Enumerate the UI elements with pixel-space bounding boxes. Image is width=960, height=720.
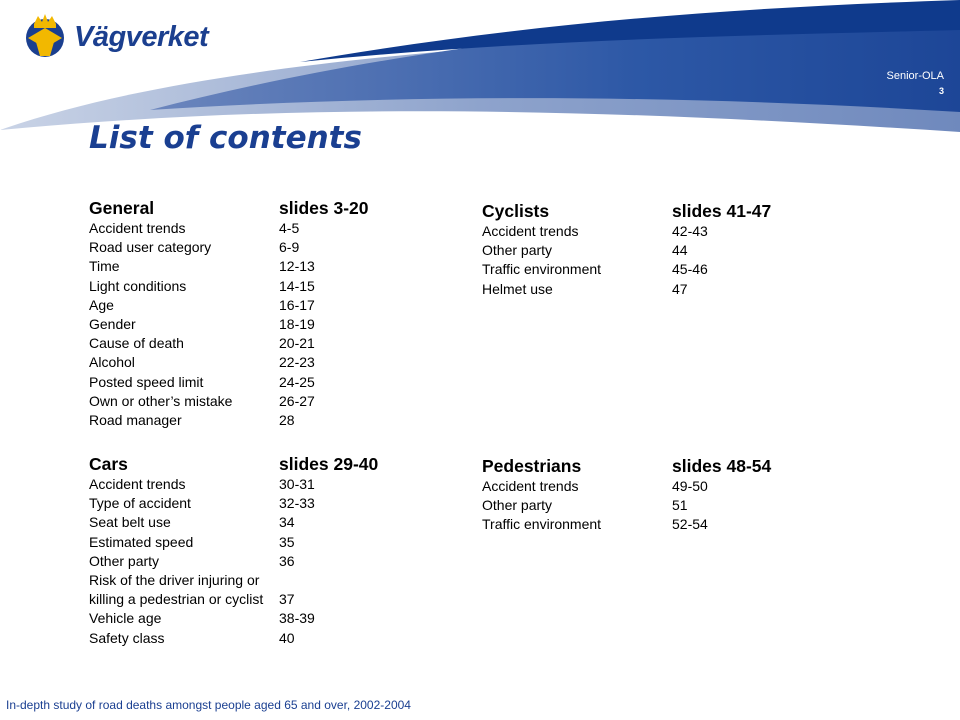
list-item	[89, 334, 369, 353]
item-pages: 44	[672, 242, 688, 259]
item-pages: 35	[279, 533, 295, 550]
item-label: Seat belt use	[89, 514, 171, 531]
item-pages: 49-50	[672, 478, 708, 494]
item-label: Road manager	[89, 411, 182, 428]
item-label: Age	[89, 296, 114, 313]
item-label: Traffic environment	[482, 261, 602, 278]
list-item	[482, 515, 771, 534]
item-pages: 4-5	[279, 220, 300, 236]
page-title: List of contents	[89, 120, 362, 156]
item-label: Accident trends	[89, 220, 186, 236]
section-slides: slides 3-20	[279, 198, 369, 218]
item-pages: 28	[279, 411, 295, 428]
list-item	[89, 533, 378, 552]
item-pages: 40	[279, 629, 295, 646]
section-name: General	[89, 198, 155, 218]
brand-name: Vägverket	[74, 20, 209, 53]
item-pages: 52-54	[672, 516, 708, 533]
vagverket-logo	[20, 12, 208, 62]
section-header	[89, 193, 369, 219]
list-item	[89, 552, 378, 571]
list-item	[89, 277, 369, 296]
item-label: Risk of the driver injuring or killing a pedestrian or cyclist	[89, 571, 264, 608]
section-slides: slides 29-40	[279, 454, 379, 474]
item-pages: 51	[672, 497, 688, 514]
section-slides: slides 48-54	[672, 456, 772, 476]
item-label: Accident trends	[89, 476, 186, 492]
list-item	[482, 477, 771, 496]
item-label: Accident trends	[482, 223, 579, 239]
item-pages: 6-9	[279, 239, 300, 256]
item-label: Type of accident	[89, 495, 191, 512]
list-item	[89, 392, 369, 411]
list-item	[482, 280, 771, 299]
item-label: Road user category	[89, 239, 212, 256]
item-pages: 34	[279, 514, 295, 531]
list-item	[89, 513, 378, 532]
slide-tag	[887, 70, 944, 96]
list-item	[89, 609, 378, 628]
list-item	[89, 219, 369, 238]
section-pedestrians	[482, 451, 771, 535]
section-header	[482, 451, 771, 477]
list-item	[89, 494, 378, 513]
list-item	[482, 222, 771, 241]
item-pages: 42-43	[672, 223, 708, 239]
footer-caption: In-depth study of road deaths amongst people aged 65 and over, 2002-2004	[6, 698, 411, 712]
list-item	[482, 496, 771, 515]
list-item	[89, 475, 378, 494]
item-pages: 20-21	[279, 335, 315, 352]
section-general	[89, 193, 369, 430]
presentation-tag: Senior-OLA	[886, 70, 944, 82]
item-label: Traffic environment	[482, 516, 602, 533]
list-item	[89, 411, 369, 430]
item-pages: 38-39	[279, 610, 315, 627]
item-label: Other party	[482, 242, 553, 259]
item-pages: 45-46	[672, 261, 708, 278]
item-pages: 26-27	[279, 392, 315, 409]
item-label: Alcohol	[89, 354, 135, 371]
section-name: Cars	[89, 454, 128, 474]
item-pages: 30-31	[279, 476, 315, 492]
list-item	[482, 260, 771, 279]
item-label: Other party	[89, 552, 160, 569]
item-label: Light conditions	[89, 277, 187, 294]
item-pages: 36	[279, 552, 295, 569]
list-item	[89, 629, 378, 648]
slide-number: 3	[938, 86, 944, 96]
list-item	[89, 373, 369, 392]
item-label: Posted speed limit	[89, 373, 204, 390]
item-label: Accident trends	[482, 478, 579, 494]
list-item	[482, 241, 771, 260]
item-pages: 18-19	[279, 315, 315, 332]
item-pages: 22-23	[279, 354, 315, 371]
item-label: Estimated speed	[89, 533, 194, 550]
section-cars	[89, 449, 378, 648]
section-header	[482, 196, 771, 222]
list-item	[89, 315, 369, 334]
item-label: Gender	[89, 315, 136, 332]
section-header	[89, 449, 378, 475]
item-pages: 16-17	[279, 296, 315, 313]
section-cyclists	[482, 196, 771, 299]
item-label: Time	[89, 258, 120, 275]
item-label: Safety class	[89, 629, 165, 646]
section-name: Cyclists	[482, 201, 550, 221]
item-label: Vehicle age	[89, 610, 162, 627]
list-item	[89, 257, 369, 276]
section-name: Pedestrians	[482, 456, 582, 476]
item-label: Own or other’s mistake	[89, 392, 233, 409]
item-pages: 24-25	[279, 373, 315, 390]
item-pages: 37	[279, 591, 295, 608]
crown-emblem-icon	[20, 12, 70, 62]
item-label: Helmet use	[482, 280, 553, 297]
item-pages: 47	[672, 280, 688, 297]
item-pages: 12-13	[279, 258, 315, 275]
item-label: Other party	[482, 497, 553, 514]
item-pages: 32-33	[279, 495, 315, 512]
item-pages: 14-15	[279, 277, 315, 294]
list-item	[89, 238, 369, 257]
section-slides: slides 41-47	[672, 201, 772, 221]
list-item	[89, 571, 378, 609]
item-label: Cause of death	[89, 335, 184, 352]
list-item	[89, 353, 369, 372]
list-item	[89, 296, 369, 315]
